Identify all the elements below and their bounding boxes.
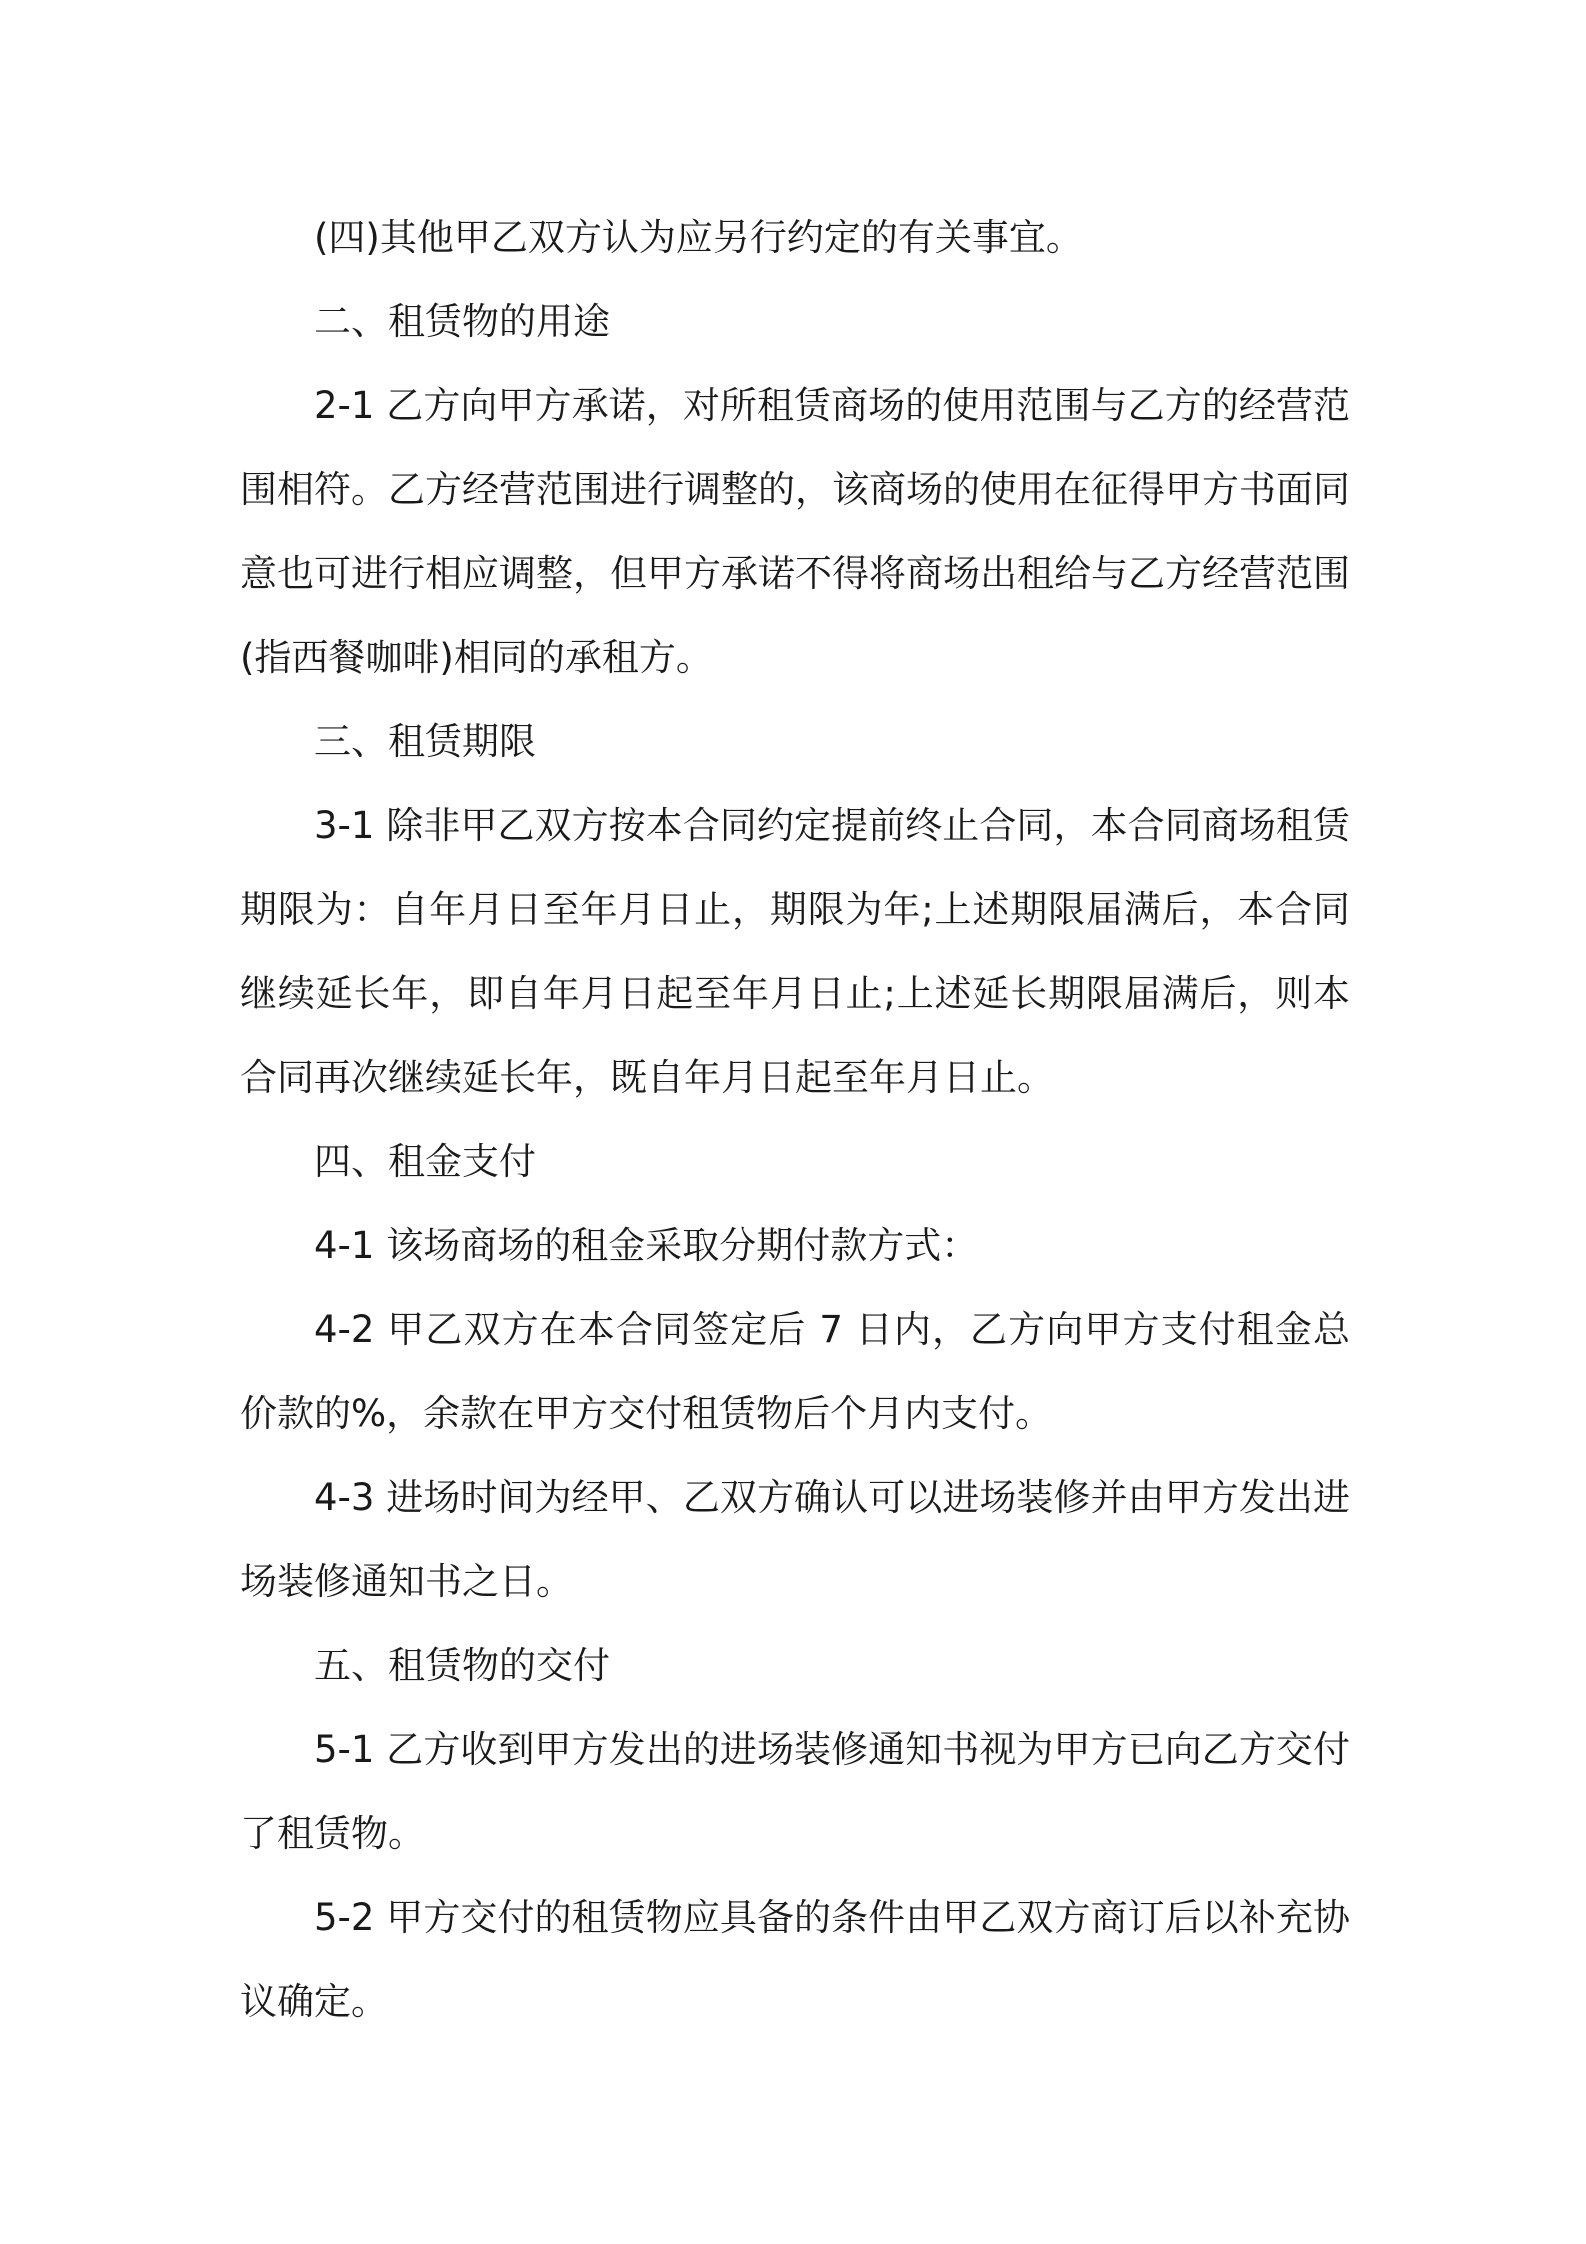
section-heading-term: 三、租赁期限 — [314, 720, 536, 763]
clause-other-matters: (四)其他甲乙双方认为应另行约定的有关事宜。 — [314, 216, 1083, 259]
clause-5-1: 5-1 乙方收到甲方发出的进场装修通知书视为甲方已向乙方交付了租赁物。 — [240, 1728, 1350, 1855]
section-heading-usage: 二、租赁物的用途 — [314, 300, 610, 343]
clause-5-2: 5-2 甲方交付的租赁物应具备的条件由甲乙双方商订后以补充协议确定。 — [240, 1896, 1350, 2023]
document-body — [240, 196, 1350, 2044]
clause-4-1: 4-1 该场商场的租金采取分期付款方式： — [314, 1224, 979, 1267]
clause-4-2: 4-2 甲乙双方在本合同签定后 7 日内，乙方向甲方支付租金总价款的%，余款在甲方交付租赁物后个月内支付。 — [240, 1308, 1350, 1435]
section-heading-delivery: 五、租赁物的交付 — [314, 1644, 610, 1687]
clause-3-1: 3-1 除非甲乙双方按本合同约定提前终止合同，本合同商场租赁期限为：自年月日至年月日止，期限为年;上述期限届满后，本合同继续延长年，即自年月日起至年月日止;上述延长期限届满后，则本合同再次继续延长年，既自年月日起至年月日止。 — [240, 804, 1350, 1099]
section-heading-rent-payment: 四、租金支付 — [314, 1140, 536, 1183]
clause-4-3: 4-3 进场时间为经甲、乙双方确认可以进场装修并由甲方发出进场装修通知书之日。 — [240, 1476, 1350, 1603]
clause-2-1: 2-1 乙方向甲方承诺，对所租赁商场的使用范围与乙方的经营范围相符。乙方经营范围进行调整的，该商场的使用在征得甲方书面同意也可进行相应调整，但甲方承诺不得将商场出租给与乙方经营范围(指西餐咖啡)相同的承租方。 — [240, 384, 1350, 679]
